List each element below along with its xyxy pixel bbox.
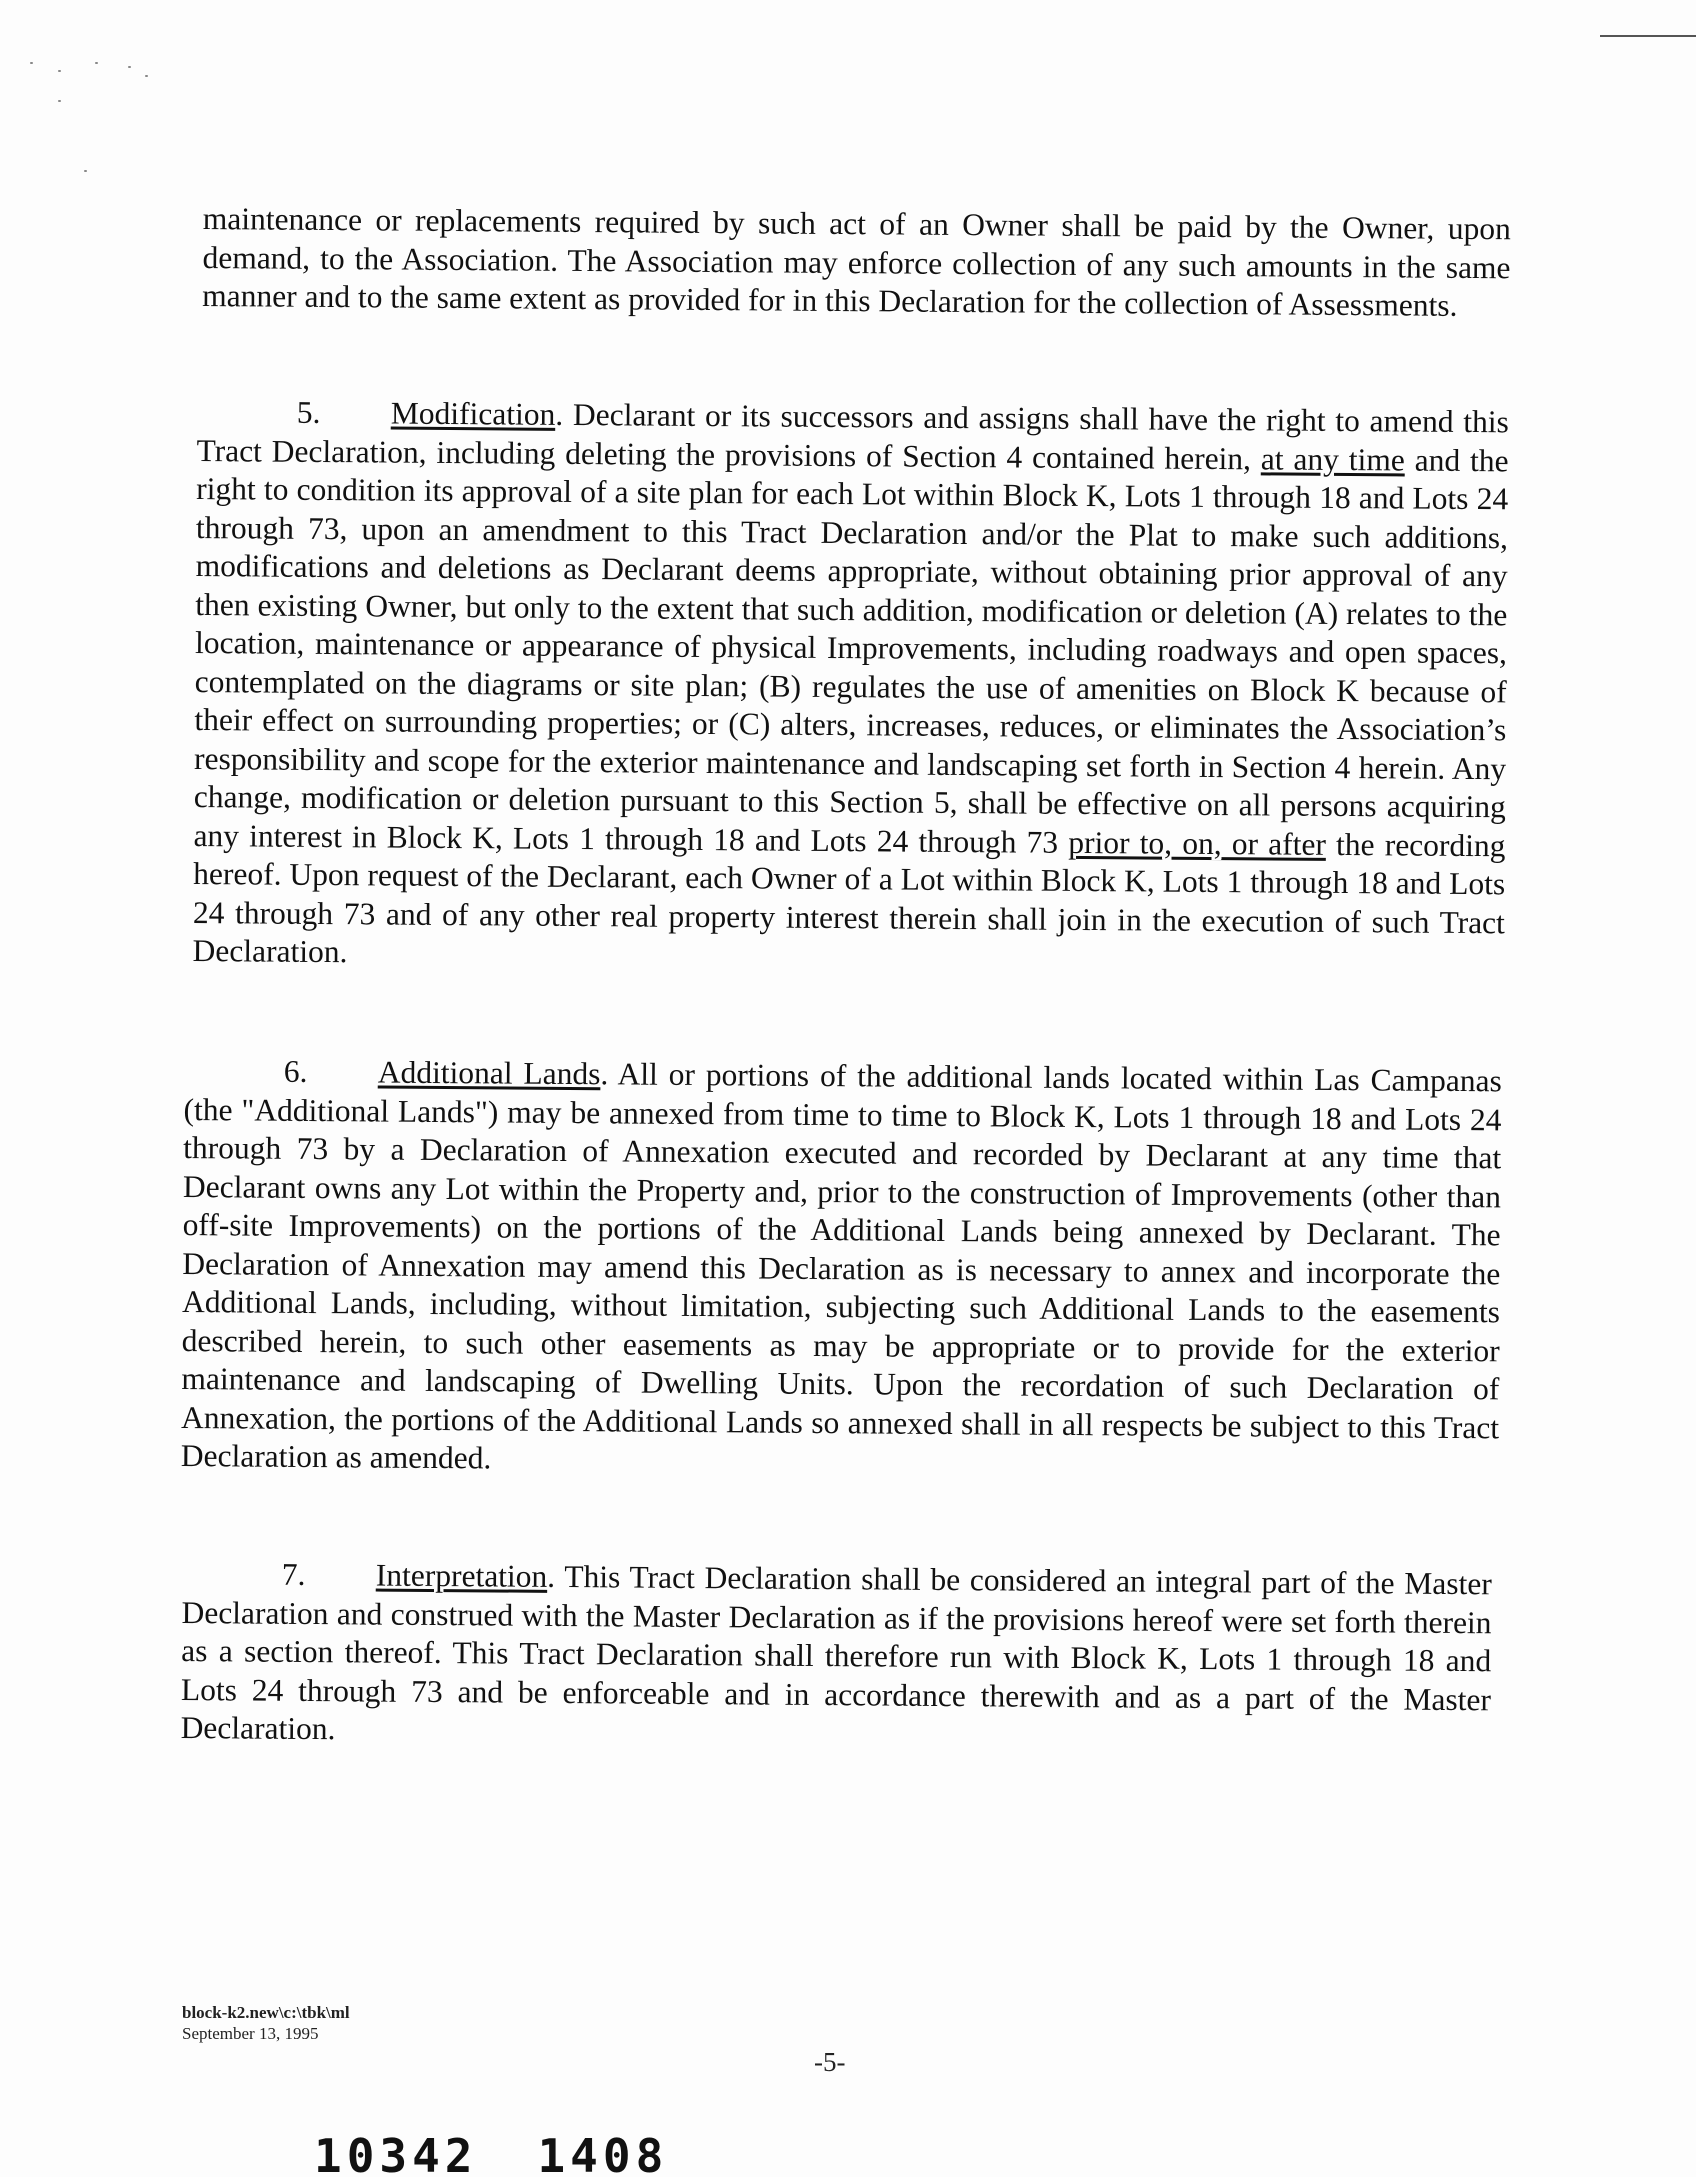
scan-speck bbox=[30, 62, 33, 64]
recording-stamp bbox=[314, 2129, 668, 2183]
stamp-book-number: 10342 bbox=[314, 2129, 478, 2183]
paragraph-continuation bbox=[202, 200, 1511, 326]
page-number: -5- bbox=[814, 2047, 846, 2077]
section-text: the recording hereof. Upon request of the Declarant, each Owner of a Lot within Block K, Lots 1 through 18 and Lots 24 through 73 and of any other real property interest therein shall join in the execution of such Tract Declaration. bbox=[192, 826, 1506, 970]
footer-file-path: block-k2.new\c:\tbk\ml bbox=[182, 2003, 350, 2022]
scan-speck bbox=[58, 70, 61, 72]
section-number: 6. bbox=[283, 1053, 308, 1089]
footer-date: September 13, 1995 bbox=[182, 2024, 319, 2043]
section-text: . This Tract Declaration shall be considered an integral part of the Master Declaration and construed with the Master Declaration as if the provisions hereof were set forth therein as a section thereof. This Tract Declaration shall therefore run with Block K, Lots 1 through 18 and Lots 24 through 73 and be enforceable and in accordance therewith and as a part of the Master Declaration. bbox=[180, 1558, 1492, 1747]
section-number: 7. bbox=[281, 1556, 306, 1592]
footer-file-info bbox=[182, 2002, 350, 2044]
scan-speck bbox=[84, 170, 87, 172]
scan-speck bbox=[145, 75, 148, 77]
scan-edge-line bbox=[1600, 35, 1696, 37]
section-heading: Interpretation bbox=[375, 1557, 548, 1594]
stamp-page-number: 1408 bbox=[537, 2129, 669, 2183]
underlined-phrase: at any time bbox=[1260, 440, 1405, 477]
section-number: 5. bbox=[296, 394, 321, 430]
section-text: and the right to condition its approval of a site plan for each Lot within Block K, Lots 1 through 18 and Lots 24 through 73, upon an amendment to this Tract Declaration and/or the Plat to make such additions, modifications and deletions as Declarant deems appropriate, without obtaining prior approval of any then existing Owner, but only to the extent that such addition, modification or deletion (A) relates to the location, maintenance or appearance of physical Improvements, including roadways and open spaces, contemplated on the diagrams or site plan; (B) regulates the use of amenities on Block K because of their effect on surrounding properties; or (C) alters, increases, reduces, or eliminates the Association’s responsibility and scope for the exterior maintenance and landscaping set forth in Section 4 herein. Any change, modification or deletion pursuant to this Section 5, shall be effective on all persons acquiring any interest in Block K, Lots 1 through 18 and Lots 24 through 73 bbox=[193, 441, 1509, 860]
section-heading: Modification bbox=[390, 395, 556, 432]
scan-speck bbox=[58, 100, 61, 102]
section-heading: Additional Lands bbox=[377, 1054, 601, 1092]
section-6-additional-lands bbox=[181, 1052, 1502, 1486]
section-text: . All or portions of the additional lands located within Las Campanas (the "Additional Lands") may be annexed from time to time to Block K, Lots 1 through 18 and Lots 24 through 73 by a Declaration of Annexation executed and recorded by Declarant at any time that Declarant owns any Lot within the Property and, prior to the construction of Improvements (other than off-site Improvements) on the portions of the Additional Lands being annexed by Declarant. The Declaration of Annexation may amend this Declaration as is necessary to annex and incorporate the Additional Lands, including, without limitation, subjecting such Additional Lands to the easements described herein, to such other easements as may be appropriate or to provide for the exterior maintenance and landscaping of Dwelling Units. Upon the recordation of such Declaration of Annexation, the portions of the Additional Lands so annexed shall in all respects be subject to this Tract Declaration as amended. bbox=[180, 1056, 1502, 1476]
scan-speck bbox=[128, 66, 131, 68]
continuation-text: maintenance or replacements required by such act of an Owner shall be paid by the Owner, upon demand, to the Association. The Association may enforce collection of any such amounts in the same manner and to the same extent as provided for in this Declaration for the collection of Assessments. bbox=[202, 200, 1511, 323]
scan-speck bbox=[95, 62, 98, 64]
section-7-interpretation bbox=[180, 1555, 1491, 1758]
underlined-phrase: prior to, on, or after bbox=[1068, 824, 1327, 862]
section-text: . Declarant or its successors and assigns shall have the right to amend this Tract Declaration, including deleting the provisions of Section 4 contained herein, bbox=[196, 396, 1509, 476]
section-5-modification bbox=[192, 393, 1508, 981]
